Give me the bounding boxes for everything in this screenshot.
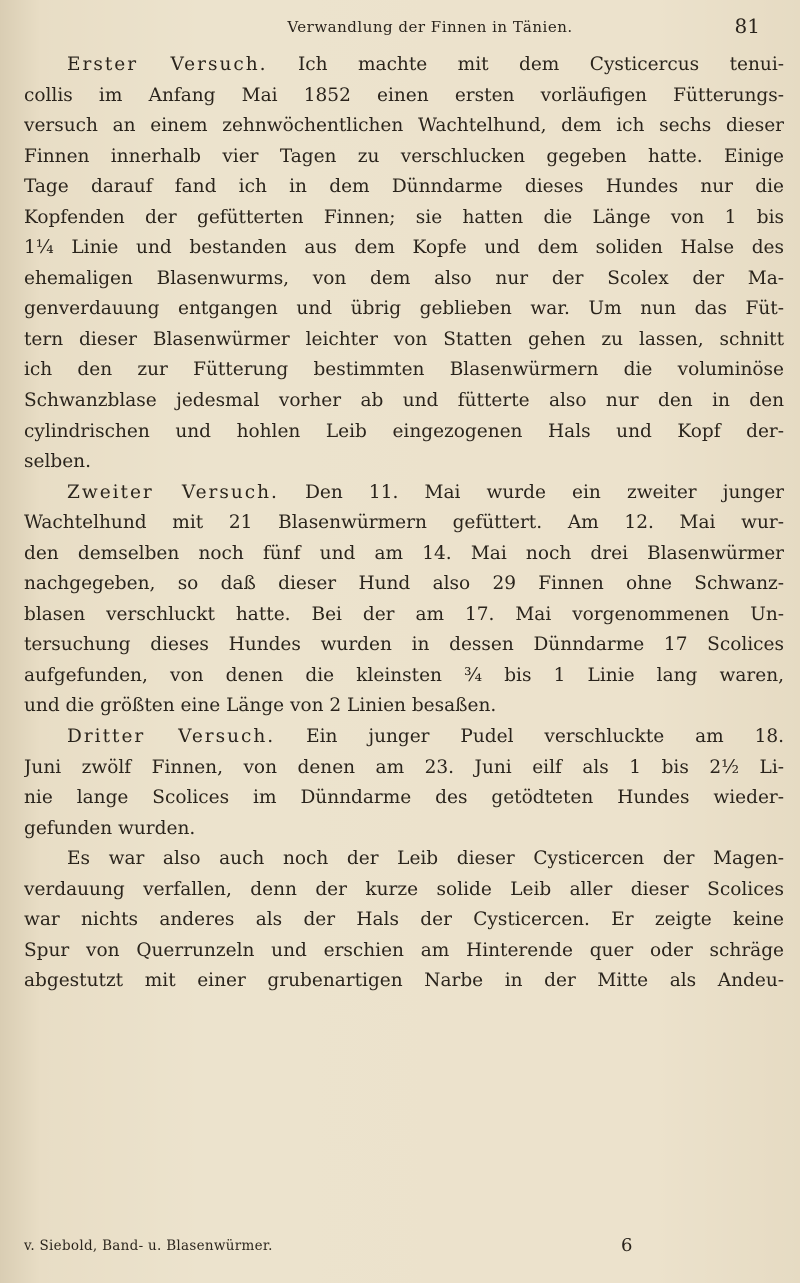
line-text: 1¼ Linie und bestanden aus dem Kopfe und dem soliden Halse des — [24, 237, 784, 259]
line-text: tersuchung dieses Hundes wurden in dessen Dünndarme 17 Scolices — [24, 634, 784, 656]
text-line — [24, 905, 784, 936]
line-text: selben. — [24, 451, 91, 473]
text-line — [24, 81, 784, 112]
text-line — [24, 691, 784, 722]
page-number: 81 — [734, 14, 760, 38]
footer-author-title: v. Siebold, Band- u. Blasenwürmer. — [24, 1238, 273, 1254]
experiment-heading: Erster Versuch. — [67, 54, 268, 75]
text-line — [24, 233, 784, 264]
line-text: abgestutzt mit einer grubenartigen Narbe in der Mitte als Andeu- — [24, 970, 784, 992]
text-line — [24, 783, 784, 814]
line-text: Es war also auch noch der Leib dieser Cysticercen der Magen- — [67, 848, 784, 870]
line-text: Tage darauf fand ich in dem Dünndarme dieses Hundes nur die — [24, 176, 784, 198]
line-text: blasen verschluckt hatte. Bei der am 17. Mai vorgenommenen Un- — [24, 603, 784, 625]
line-text: Juni zwölf Finnen, von denen am 23. Juni eilf als 1 bis 2½ Li- — [24, 756, 784, 778]
running-title: Verwandlung der Finnen in Tänien. — [287, 18, 573, 36]
line-text: Wachtelhund mit 21 Blasenwürmern gefüttert. Am 12. Mai wur- — [24, 512, 784, 534]
text-line — [24, 875, 784, 906]
text-line — [24, 661, 784, 692]
text-line — [24, 417, 784, 448]
text-line — [24, 630, 784, 661]
line-text: nie lange Scolices im Dünndarme des getödteten Hundes wieder- — [24, 787, 784, 809]
text-line — [24, 264, 784, 295]
text-line — [24, 172, 784, 203]
line-text: aufgefunden, von denen die kleinsten ¾ bis 1 Linie lang waren, — [24, 664, 784, 686]
line-text: den demselben noch fünf und am 14. Mai noch drei Blasenwürmer — [24, 542, 784, 564]
text-line — [24, 478, 784, 509]
line-text: und die größten eine Länge von 2 Linien besaßen. — [24, 695, 497, 717]
line-text: ehemaligen Blasenwurms, von dem also nur der Scolex der Ma- — [24, 267, 784, 289]
text-line — [24, 569, 784, 600]
line-text: gefunden wurden. — [24, 817, 196, 839]
line-text: war nichts anderes als der Hals der Cysticercen. Er zeigte keine — [24, 909, 784, 931]
line-text: Kopfenden der gefütterten Finnen; sie hatten die Länge von 1 bis — [24, 206, 784, 228]
line-text: verdauung verfallen, denn der kurze solide Leib aller dieser Scolices — [24, 878, 784, 900]
text-line — [24, 325, 784, 356]
text-line — [24, 600, 784, 631]
text-line — [24, 50, 784, 81]
line-text: versuch an einem zehnwöchentlichen Wachtelhund, dem ich sechs dieser — [24, 115, 784, 137]
signature-mark: 6 — [621, 1235, 633, 1256]
text-line — [24, 294, 784, 325]
text-line — [24, 447, 784, 478]
line-text: ich den zur Fütterung bestimmten Blasenwürmern die voluminöse — [24, 359, 784, 381]
experiment-heading: Zweiter Versuch. — [67, 481, 279, 503]
running-header — [100, 14, 760, 44]
line-text: Ich machte mit dem Cysticercus tenui- — [267, 54, 784, 75]
text-line — [24, 355, 784, 386]
text-line — [24, 111, 784, 142]
text-line — [24, 753, 784, 784]
line-text: Ein junger Pudel verschluckte am 18. — [275, 726, 784, 748]
text-line — [24, 203, 784, 234]
line-text: tern dieser Blasenwürmer leichter von Statten gehen zu lassen, schnitt — [24, 328, 784, 350]
line-text: collis im Anfang Mai 1852 einen ersten vorläufigen Fütterungs- — [24, 84, 784, 106]
line-text: genverdauung entgangen und übrig geblieben war. Um nun das Füt- — [24, 298, 784, 320]
body-text — [24, 50, 784, 997]
page-footer — [24, 1235, 724, 1262]
line-text: Schwanzblase jedesmal vorher ab und fütterte also nur den in den — [24, 390, 784, 412]
text-line — [24, 936, 784, 967]
text-line — [24, 142, 784, 173]
text-line — [24, 539, 784, 570]
experiment-heading: Dritter Versuch. — [67, 726, 276, 748]
text-line — [24, 844, 784, 875]
line-text: Den 11. Mai wurde ein zweiter junger — [278, 481, 784, 503]
text-line — [24, 508, 784, 539]
line-text: cylindrischen und hohlen Leib eingezogenen Hals und Kopf der- — [24, 420, 784, 442]
text-line — [24, 814, 784, 845]
line-text: Finnen innerhalb vier Tagen zu verschlucken gegeben hatte. Einige — [24, 145, 784, 167]
line-text: nachgegeben, so daß dieser Hund also 29 Finnen ohne Schwanz- — [24, 573, 784, 595]
text-line — [24, 966, 784, 997]
line-text: Spur von Querrunzeln und erschien am Hinterende quer oder schräge — [24, 939, 784, 961]
text-line — [24, 386, 784, 417]
text-line — [24, 722, 784, 753]
